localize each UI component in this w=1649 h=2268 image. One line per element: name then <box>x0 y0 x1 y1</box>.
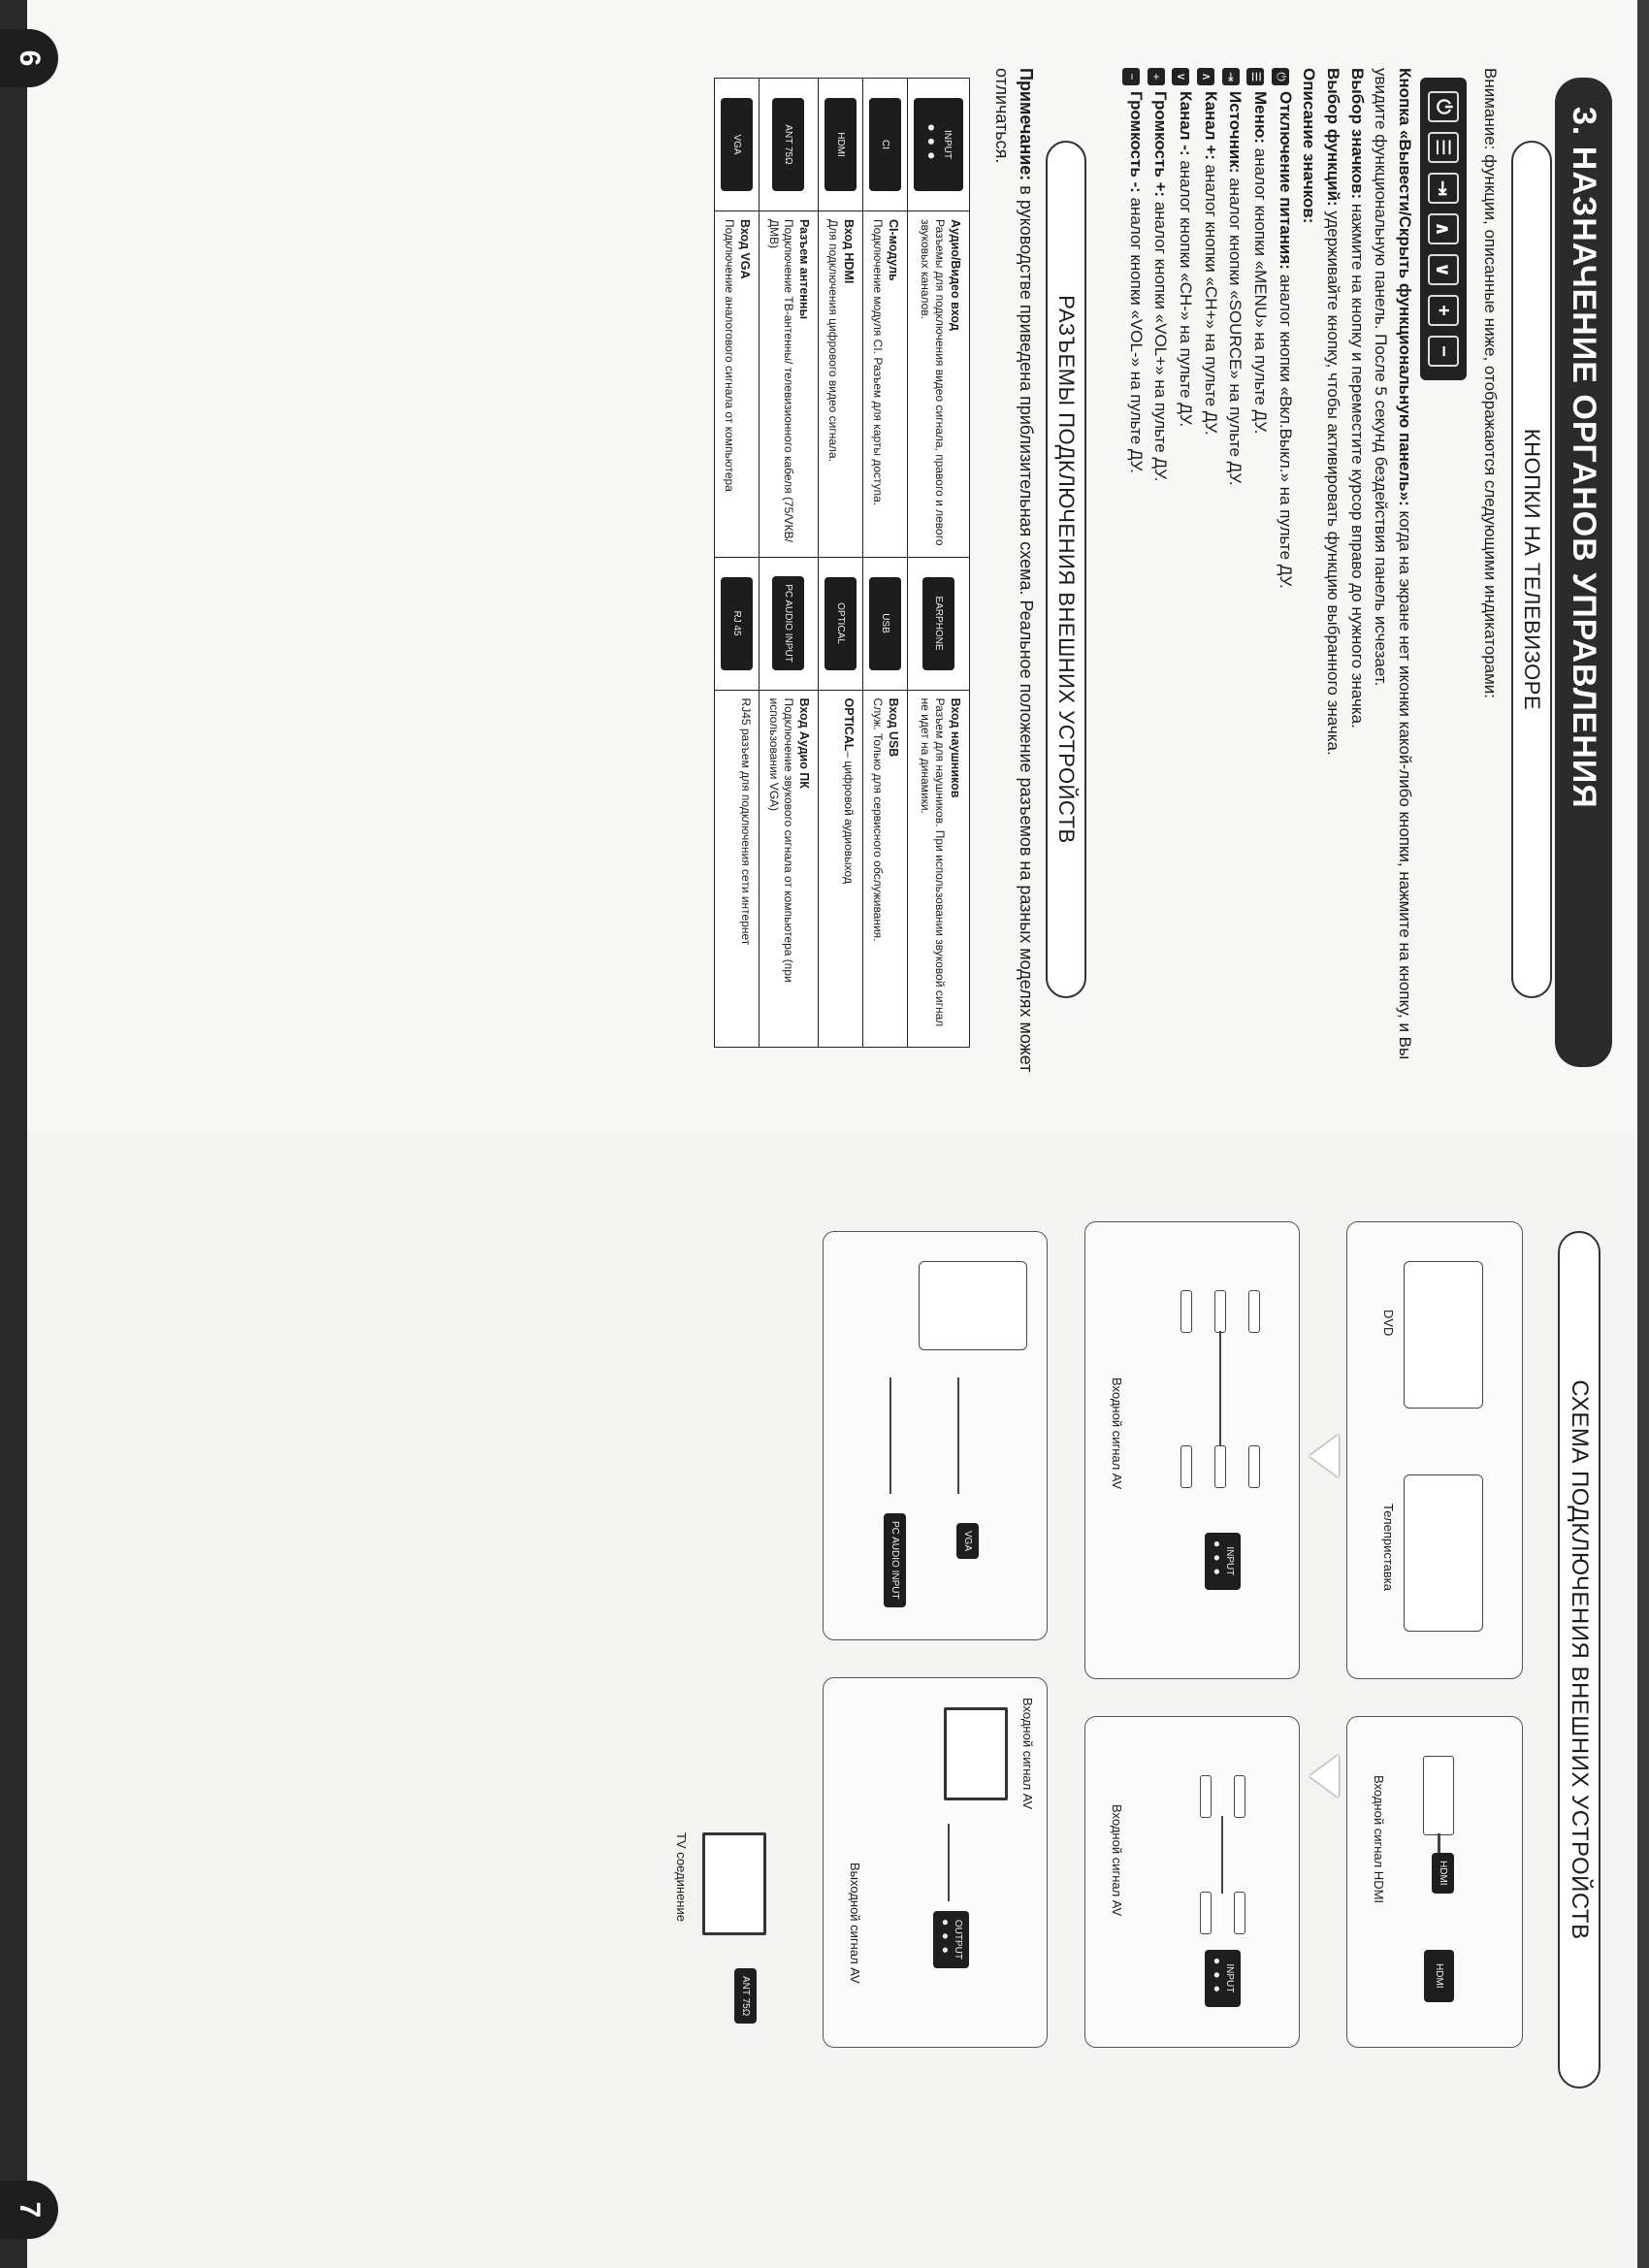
hdmi-cable-label: HDMI <box>1432 1853 1454 1894</box>
vga-cable <box>957 1377 959 1494</box>
dvd-player-device <box>1404 1261 1483 1409</box>
hdmi-connector: HDMI <box>824 98 857 191</box>
channel-down-icon: ∨ <box>1428 254 1459 285</box>
rj45-connector: RJ 45 <box>721 577 753 670</box>
pc-tower-device <box>919 1261 1027 1350</box>
av-output-label: Выходной сигнал AV <box>848 1863 862 1984</box>
note: Примечание: в руководстве приведена приблизительная схема. Реальное положение разъемов на разных моделях может отличаться. <box>991 68 1036 1073</box>
function-panel-description <box>1122 68 1416 1086</box>
icon-item: −Громкость -: аналог кнопки «VOL-» на пульте ДУ. <box>1122 68 1148 1086</box>
tv-icon <box>702 1832 766 1935</box>
page-number: 6 <box>0 29 58 87</box>
para-show-hide: Кнопка «Вывести/Скрыть функциональную панель»: когда на экране нет иконки какой-либо кнопки, нажмите на кнопку, и Вы увидите функциональную панель. После 5 секунд бездействия панель исчезает. <box>1372 68 1414 1060</box>
audio-cable <box>889 1377 891 1494</box>
ci-connector: CI <box>869 98 901 191</box>
rca-plug <box>1200 1892 1212 1934</box>
source-icon: ⇥ <box>1222 68 1240 85</box>
icon-item: ∨Канал -: аналог кнопки «CH-» на пульте ДУ. <box>1172 68 1197 1086</box>
av-input-port: INPUT ●●● <box>1205 1950 1241 2007</box>
icon-item: ☰Меню: аналог кнопки «MENU» на пульте ДУ. <box>1246 68 1272 1086</box>
volume-down-icon: − <box>1122 68 1140 85</box>
page-7 <box>0 1134 1649 2268</box>
vga-connector: VGA <box>721 98 753 191</box>
pc-audio-connector: PC AUDIO INPUT <box>772 576 804 670</box>
table-row: ANT 75Ω Разъем антенны Подключение ТВ-антенны/ телевизионного кабеля (75/VКВ/ДМВ) PC AUDIO INPUT Вход Аудио ПК Подключение звукового сигнала от компьютера (при использовании VGA) <box>760 79 819 1048</box>
av-input-frame-2 <box>1084 1716 1300 2048</box>
control-panel-strip <box>1420 78 1467 380</box>
rca-plug <box>1180 1445 1192 1488</box>
vga-port: VGA <box>956 1523 979 1559</box>
power-icon: ⏻ <box>1428 91 1459 122</box>
page-number: 7 <box>0 2181 58 2239</box>
hdmi-port: HDMI <box>1424 1950 1454 2002</box>
av-input-label: Входной сигнал AV <box>1110 1804 1124 1917</box>
table-row: CI CI-модуль Подключение модуля CI. Разъем для карты доступа. USB Вход USB Служ. Только для сервисного обслуживания. <box>862 79 907 1048</box>
channel-up-icon: ∧ <box>1197 68 1214 85</box>
rca-plug <box>1214 1290 1226 1333</box>
volume-down-icon: − <box>1428 336 1459 367</box>
top-band <box>1637 1134 1649 2268</box>
rca-plug <box>1200 1775 1212 1818</box>
av-output-frame <box>823 1677 1048 2048</box>
icon-item: ⏻Отключение питания: аналог кнопки «Вкл.Выкл.» на пульте ДУ. <box>1272 68 1297 1086</box>
usb-connector: USB <box>869 577 901 670</box>
connection-scheme-title: СХЕМА ПОДКЛЮЧЕНИЯ ВНЕШНИХ УСТРОЙСТВ <box>1558 1231 1600 2089</box>
earphone-connector: EARPHONE <box>922 577 954 670</box>
attention-text: Внимание: функции, описанные ниже, отображаются следующими индикаторами: <box>1481 68 1500 699</box>
connectors-table <box>714 78 970 1048</box>
rca-plug <box>1248 1445 1260 1488</box>
para-select-functions: Выбор функций: удерживайте кнопку, чтобы активировать функцию выбранного значка. <box>1324 68 1343 756</box>
optical-connector: OPTICAL <box>824 577 857 670</box>
antenna-port: ANT 75Ω <box>734 1968 757 2024</box>
av-input-frame-1 <box>1084 1221 1300 1679</box>
bottom-band <box>0 0 27 1134</box>
icon-item: ⇥Источник: аналог кнопки «SOURCE» на пульте ДУ. <box>1222 68 1247 1086</box>
arrow-down-icon <box>1310 1755 1339 1798</box>
av-input-label: Входной сигнал AV <box>1110 1377 1124 1490</box>
source-devices-frame <box>1346 1221 1523 1679</box>
rca-plug <box>1248 1290 1260 1333</box>
icon-item: +Громкость +: аналог кнопки «VOL+» на пульте ДУ. <box>1148 68 1173 1086</box>
hdmi-connection-frame <box>1346 1716 1523 2048</box>
tv-device <box>944 1707 1008 1800</box>
pc-connection-frame <box>823 1231 1048 1640</box>
connectors-section-title: РАЗЪЕМЫ ПОДКЛЮЧЕНИЯ ВНЕШНИХ УСТРОЙСТВ <box>1046 141 1086 998</box>
top-band <box>1637 0 1649 1134</box>
rca-plug <box>1180 1290 1192 1333</box>
set-top-box-device <box>1404 1474 1483 1632</box>
icons-heading: Описание значков: <box>1300 68 1319 224</box>
bottom-band <box>0 1134 27 2268</box>
volume-up-icon: + <box>1148 68 1165 85</box>
tv-connection-label: TV соединение <box>674 1832 689 1922</box>
av-in-tv-label: Входной сигнал AV <box>1020 1698 1035 1810</box>
pc-audio-port: PC AUDIO INPUT <box>884 1513 906 1607</box>
menu-icon: ☰ <box>1246 68 1264 85</box>
channel-down-icon: ∨ <box>1172 68 1189 85</box>
table-row: INPUT ●●● Аудио/Видео вход Разъемы для подключения видео сигнала, правого и левого звуковых каналов. EARPHONE Вход наушников Разъем для наушников. При использовании звуковой сигнал не идет на динамики. <box>907 79 969 1048</box>
source-icon: ⇥ <box>1428 173 1459 204</box>
volume-up-icon: + <box>1428 295 1459 326</box>
table-row: VGA Вход VGA Подключение аналогового сигнала от компьютера RJ 45 RJ45 разъем для подключения сети интернет <box>715 79 760 1048</box>
av-cable <box>1221 1816 1223 1894</box>
av-output-port: OUTPUT ●●● <box>933 1911 969 1968</box>
av-cable <box>1219 1331 1221 1447</box>
para-select-icons: Выбор значков: нажмите на кнопку и переместите курсор вправо до нужного значка. <box>1347 68 1367 729</box>
rca-plug <box>1214 1445 1226 1488</box>
icon-item: ∧Канал +: аналог кнопки «CH+» на пульте ДУ. <box>1197 68 1222 1086</box>
buttons-section-title: КНОПКИ НА ТЕЛЕВИЗОРЕ <box>1511 141 1552 998</box>
main-title: 3. НАЗНАЧЕНИЕ ОРГАНОВ УПРАВЛЕНИЯ <box>1555 78 1612 1067</box>
set-top-box-label: Телеприставка <box>1381 1504 1396 1592</box>
channel-up-icon: ∧ <box>1428 213 1459 244</box>
arrow-down-icon <box>1310 1435 1339 1477</box>
av-input-connector: INPUT ●●● <box>914 98 963 191</box>
av-cable <box>948 1824 950 1901</box>
av-input-port: INPUT ●●● <box>1205 1533 1241 1590</box>
dvd-label: DVD <box>1381 1310 1396 1337</box>
rca-plug <box>1234 1892 1245 1934</box>
rca-plug <box>1234 1775 1245 1818</box>
table-row: HDMI Вход HDMI Для подключения цифрового видео сигнала. OPTICAL OPTICAL– цифровой аудиовыход <box>818 79 862 1048</box>
hdmi-cable-plug <box>1423 1756 1454 1835</box>
hdmi-input-label: Входной сигнал HDMI <box>1372 1775 1386 1904</box>
power-icon: ⏻ <box>1272 68 1289 85</box>
menu-icon: ☰ <box>1428 132 1459 163</box>
antenna-connector: ANT 75Ω <box>772 98 804 191</box>
